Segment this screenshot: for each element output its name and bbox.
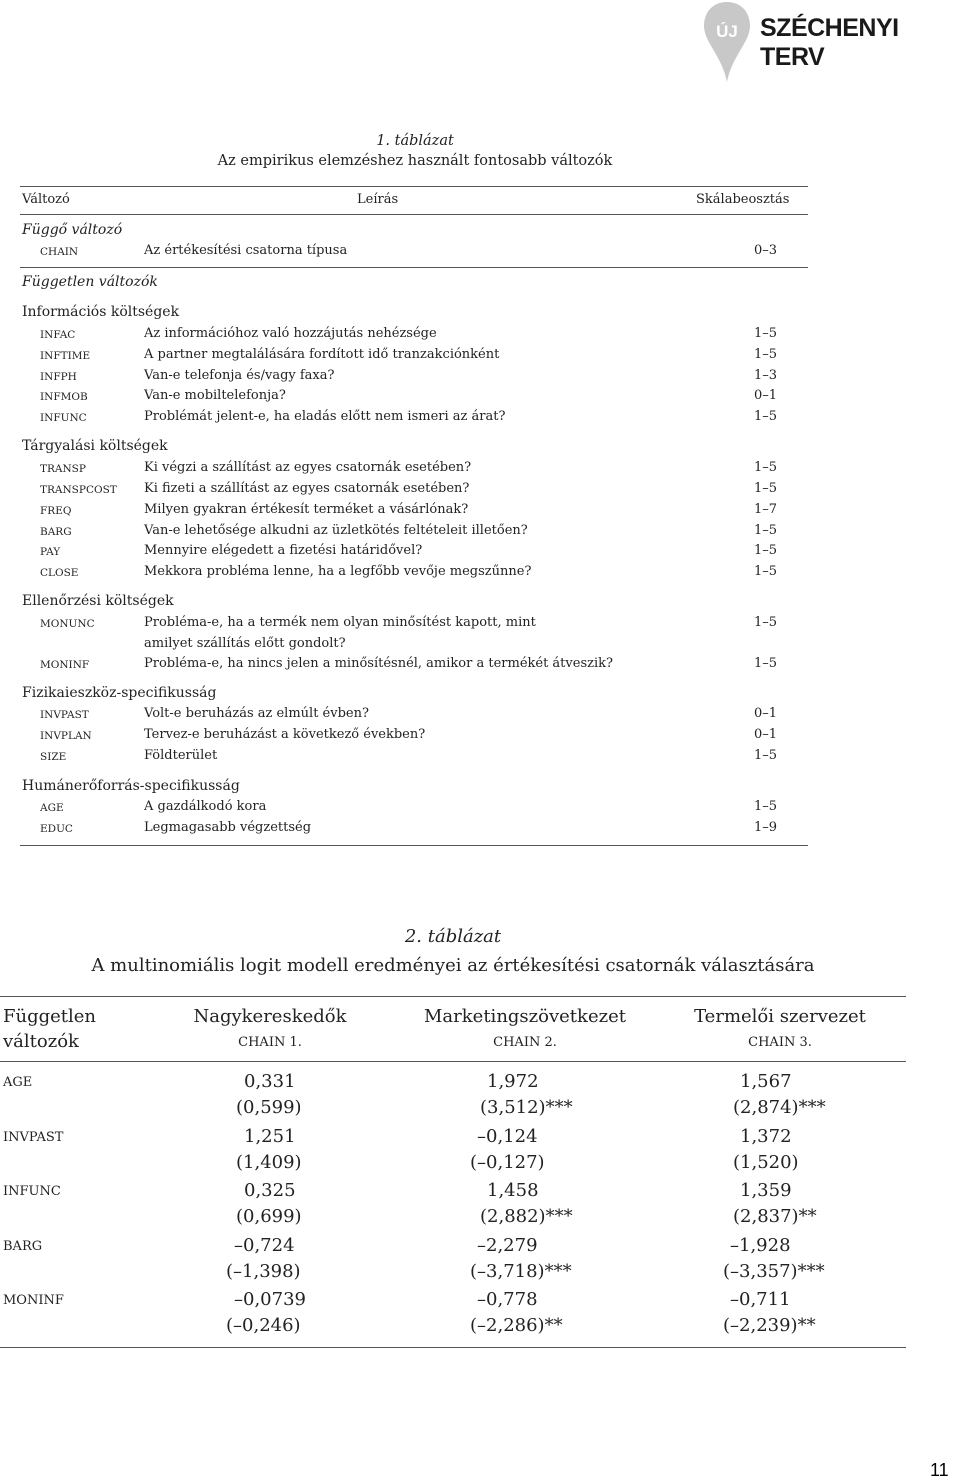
table2-z-value: (–3,357)*** [723, 1261, 825, 1282]
table2-header-col1-chain: CHAIN 1. [238, 1035, 302, 1050]
table2-z-value: (–3,718)*** [470, 1261, 572, 1282]
table2-coefficient: 1,251 [244, 1126, 296, 1147]
table2-z-value: (–2,239)** [723, 1315, 816, 1336]
table1-group-title: Humánerőforrás-specifikusság [22, 778, 240, 794]
table2-coefficient: –0,724 [234, 1235, 295, 1256]
table2-header-col1: Nagykereskedők [193, 1006, 347, 1027]
table2-header-col3: Termelői szervezet [694, 1006, 866, 1027]
table1-row-scale: 1–7 [754, 502, 778, 517]
table2-coefficient: 1,372 [740, 1126, 792, 1147]
table1-dependent-scale: 0–3 [754, 243, 778, 258]
table2-z-value: (1,409) [236, 1152, 302, 1173]
table1-row-description: Van-e lehetősége alkudni az üzletkötés feltételeit illetően? [144, 523, 528, 538]
table1-row-variable: INFUNC [40, 412, 87, 424]
table1-row-scale: 1–5 [754, 656, 778, 671]
table2-header-col2: Marketingszövetkezet [424, 1006, 626, 1027]
table1-group-title: Fizikaieszköz-specifikusság [22, 685, 217, 701]
table2-coefficient: 1,359 [740, 1180, 792, 1201]
table1-row-description: Probléma-e, ha a termék nem olyan minősítést kapott, mint [144, 615, 536, 630]
table1-dependent-desc: Az értékesítési csatorna típusa [144, 243, 348, 258]
table1-row-description: Milyen gyakran értékesít terméket a vásárlónak? [144, 502, 469, 517]
table1-row-description: Mekkora probléma lenne, ha a legfőbb vevője megszűnne? [144, 564, 532, 579]
table1-dependent-rule [20, 267, 808, 268]
table1-row-description: Földterület [144, 748, 218, 763]
table2-row-variable: INVPAST [3, 1130, 64, 1145]
table1-row-scale: 1–5 [754, 543, 778, 558]
table1-row-scale: 1–5 [754, 564, 778, 579]
table1-row-variable: TRANSP [40, 463, 86, 475]
table2-coefficient: 1,567 [740, 1071, 792, 1092]
table1-row-description: Tervez-e beruházást a következő években? [144, 727, 426, 742]
table2-row-variable: MONINF [3, 1293, 64, 1308]
table1-row-scale: 1–5 [754, 615, 778, 630]
table1-row-scale: 1–5 [754, 460, 778, 475]
table1-row-variable: INFPH [40, 371, 77, 383]
table1-row-description: Legmagasabb végzettség [144, 820, 312, 835]
table2-coefficient: 0,331 [244, 1071, 296, 1092]
table1-row-variable: CLOSE [40, 567, 79, 579]
table2-coefficient: –0,0739 [234, 1289, 306, 1310]
table2-header-var-line1: Független [3, 1006, 97, 1027]
table2-coefficient: 0,325 [244, 1180, 296, 1201]
page-number: 11 [930, 1460, 949, 1480]
table2-coefficient: –0,778 [477, 1289, 538, 1310]
table2-z-value: (–0,246) [226, 1315, 301, 1336]
table2-header-rule [0, 1061, 906, 1062]
table1-row-description: Mennyire elégedett a fizetési határidővel? [144, 543, 423, 558]
table1-row-description-cont: amilyet szállítás előtt gondolt? [144, 636, 346, 651]
table1-row-variable: INVPAST [40, 709, 89, 721]
table1-row-description: Ki végzi a szállítást az egyes csatornák esetében? [144, 460, 472, 475]
table2-header-col3-chain: CHAIN 3. [748, 1035, 812, 1050]
table2-header-var-line2: változók [3, 1031, 79, 1052]
table1-row-variable: INFMOB [40, 391, 88, 403]
table2-z-value: (3,512)*** [480, 1097, 573, 1118]
table1-header-description: Leírás [357, 192, 399, 207]
table1-row-variable: PAY [40, 546, 61, 558]
table1-row-variable: INVPLAN [40, 730, 92, 742]
szechenyi-terv-logo [694, 0, 960, 84]
map-pin-icon [702, 0, 752, 84]
table1-row-variable: BARG [40, 526, 72, 538]
table1-row-scale: 0–1 [754, 706, 778, 721]
table1-caption-number: 1. táblázat [376, 133, 454, 149]
table1-caption-title: Az empirikus elemzéshez használt fontosabb változók [217, 153, 613, 169]
table2-coefficient: –0,124 [477, 1126, 538, 1147]
table1-row-description: A partner megtalálására fordított idő tranzakciónként [144, 347, 500, 362]
table1-row-description: Ki fizeti a szállítást az egyes csatornák esetében? [144, 481, 470, 496]
table1-row-variable: SIZE [40, 751, 67, 763]
table1-row-scale: 1–3 [754, 368, 778, 383]
table2-top-rule [0, 996, 906, 997]
table1-dependent-var: CHAIN [40, 246, 79, 258]
table1-group-title: Tárgyalási költségek [22, 438, 168, 454]
table2-z-value: (2,837)** [733, 1206, 817, 1227]
table1-row-variable: EDUC [40, 823, 73, 835]
table1-row-scale: 1–5 [754, 799, 778, 814]
table1-header-scale: Skálabeosztás [696, 192, 790, 207]
table2-coefficient: 1,972 [487, 1071, 539, 1092]
table1-row-scale: 1–5 [754, 481, 778, 496]
table1-row-variable: INFAC [40, 329, 76, 341]
table1-row-variable: AGE [40, 802, 64, 814]
table2-bottom-rule [0, 1347, 906, 1348]
table2-z-value: (2,882)*** [480, 1206, 573, 1227]
table1-row-scale: 1–5 [754, 409, 778, 424]
table1-row-scale: 1–5 [754, 748, 778, 763]
table1-row-description: Van-e telefonja és/vagy faxa? [144, 368, 335, 383]
table2-z-value: (0,699) [236, 1206, 302, 1227]
table1-row-description: Problémát jelent-e, ha eladás előtt nem ismeri az árat? [144, 409, 506, 424]
table1-header-rule [20, 214, 808, 215]
table1-row-description: Probléma-e, ha nincs jelen a minősítésnél, amikor a termékét átveszik? [144, 656, 613, 671]
table1-group-title: Ellenőrzési költségek [22, 593, 174, 609]
table1-row-scale: 0–1 [754, 727, 778, 742]
table1-row-variable: TRANSPCOST [40, 484, 117, 496]
table2-caption-title: A multinomiális logit modell eredményei az értékesítési csatornák választására [91, 955, 815, 976]
table1-group-title: Információs költségek [22, 304, 180, 320]
table1-row-variable: INFTIME [40, 350, 91, 362]
table2-z-value: (–2,286)** [470, 1315, 563, 1336]
table2-z-value: (–1,398) [226, 1261, 301, 1282]
table1-header-variable: Változó [22, 192, 70, 207]
logo-wordmark: SZÉCHENYI TERV [760, 14, 899, 71]
table2-row-variable: BARG [3, 1239, 43, 1254]
table1-row-scale: 1–5 [754, 523, 778, 538]
table1-row-variable: FREQ [40, 505, 72, 517]
table1-row-scale: 1–5 [754, 326, 778, 341]
table1-row-scale: 1–9 [754, 820, 778, 835]
table2-z-value: (0,599) [236, 1097, 302, 1118]
table2-z-value: (2,874)*** [733, 1097, 826, 1118]
table1-bottom-rule [20, 845, 808, 846]
table1-row-description: A gazdálkodó kora [144, 799, 267, 814]
table2-coefficient: –0,711 [730, 1289, 791, 1310]
table1-row-variable: MONUNC [40, 618, 95, 630]
logo-uj-text: ÚJ [716, 22, 738, 41]
table1-row-variable: MONINF [40, 659, 90, 671]
table2-coefficient: –2,279 [477, 1235, 538, 1256]
table2-caption-number: 2. táblázat [404, 926, 502, 947]
table2-coefficient: 1,458 [487, 1180, 539, 1201]
table1-row-description: Az információhoz való hozzájutás nehézsége [144, 326, 437, 341]
table2-row-variable: AGE [3, 1075, 33, 1090]
table1-row-description: Van-e mobiltelefonja? [144, 388, 286, 403]
table1-independent-label: Független változók [22, 274, 158, 290]
table1-row-scale: 1–5 [754, 347, 778, 362]
table2-row-variable: INFUNC [3, 1184, 61, 1199]
table1-dependent-label: Függő változó [22, 222, 123, 238]
table1-row-scale: 0–1 [754, 388, 778, 403]
table2-header-col2-chain: CHAIN 2. [493, 1035, 557, 1050]
table2-z-value: (1,520) [733, 1152, 799, 1173]
table2-z-value: (–0,127) [470, 1152, 545, 1173]
table1-top-rule [20, 186, 808, 187]
table2-coefficient: –1,928 [730, 1235, 791, 1256]
table1-row-description: Volt-e beruházás az elmúlt évben? [144, 706, 369, 721]
